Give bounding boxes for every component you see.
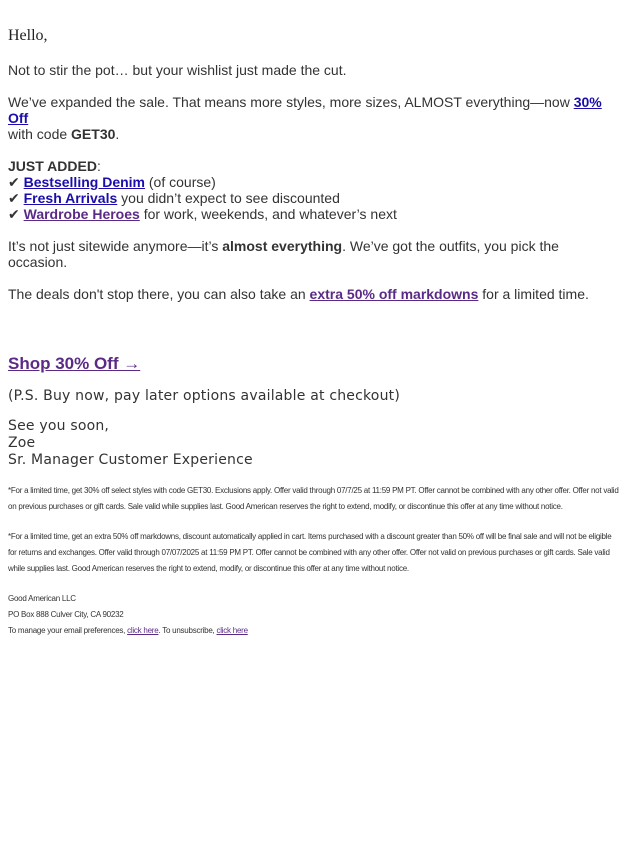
markdowns-paragraph	[8, 286, 620, 302]
bestselling-denim-link[interactable]: Bestselling Denim	[23, 174, 145, 190]
almost-everything-bold: almost everything	[222, 238, 343, 254]
manage-text: To manage your email preferences,	[8, 626, 128, 635]
markdowns-text-after: for a limited time.	[478, 286, 589, 302]
list-item	[8, 206, 620, 222]
almost-text-before: It’s not just sitewide anymore—it’s	[8, 238, 223, 254]
footer	[8, 591, 620, 639]
sale-30-off-link[interactable]: 30% Off	[8, 94, 602, 126]
almost-text-after: . We’ve got the outfits, you pick the occasion.	[8, 238, 559, 270]
promo-code: GET30	[71, 126, 116, 142]
check-icon: ✔	[8, 174, 20, 190]
check-icon: ✔	[8, 206, 20, 222]
footer-links	[8, 623, 620, 639]
shop-30-off-button[interactable]: Shop 30% Off →	[8, 354, 141, 373]
signoff-line: See you soon,	[8, 418, 110, 434]
list-item	[8, 190, 620, 206]
just-added-colon: :	[96, 158, 101, 174]
sale-code-text: with code	[8, 126, 72, 142]
disclaimer-30-off: *For a limited time, get 30% off select styles with code GET30. Exclusions apply. Offer valid through 07/7/25 at 11:59 PM PT. Offer cannot be combined with any other offer. Offer not valid on previous purchases or gift cards. Sale valid while supplies last. Good American reserves the right to extend, modify, or discontinue this offer at any time without notice.	[8, 486, 619, 511]
sale-paragraph	[8, 94, 620, 142]
list-item-text: for work, weekends, and whatever’s next	[139, 206, 397, 222]
unsubscribe-link[interactable]: click here	[216, 626, 248, 635]
wardrobe-heroes-link[interactable]: Wardrobe Heroes	[23, 206, 140, 222]
company-name: Good American LLC	[8, 594, 76, 603]
disclaimer-50-off: *For a limited time, get an extra 50% off markdowns, discount automatically applied in cart. Items purchased with a discount greater than 50% off will be final sale and will not be eligible for returns and exchanges. Offer valid through 07/07/2025 at 11:59 PM PT. Offer cannot be combined with any other offer. Offer not valid on previous purchases or gift cards. Sale valid while supplies last. Good American reserves the right to extend, modify, or discontinue this offer at any time without notice.	[8, 532, 612, 573]
manage-preferences-link[interactable]: click here	[127, 626, 159, 635]
unsubscribe-text: . To unsubscribe,	[158, 626, 217, 635]
sale-period: .	[115, 126, 120, 142]
just-added-section	[8, 158, 620, 222]
ps-note: (P.S. Buy now, pay later options available at checkout)	[8, 388, 400, 404]
markdowns-text-before: The deals don't stop there, you can also take an	[8, 286, 310, 302]
just-added-heading: JUST ADDED	[8, 158, 97, 174]
signer-title: Sr. Manager Customer Experience	[8, 452, 253, 468]
list-item	[8, 174, 620, 190]
signer-name: Zoe	[8, 435, 36, 451]
fresh-arrivals-link[interactable]: Fresh Arrivals	[23, 190, 118, 206]
almost-everything-paragraph	[8, 238, 620, 270]
sale-text: We’ve expanded the sale. That means more styles, more sizes, ALMOST everything—now	[8, 94, 574, 110]
intro-text: Not to stir the pot… but your wishlist just made the cut.	[8, 62, 347, 78]
list-item-text: you didn’t expect to see discounted	[117, 190, 340, 206]
markdowns-link[interactable]: extra 50% off markdowns	[309, 286, 479, 302]
signoff	[8, 418, 620, 469]
company-address: PO Box 888 Culver City, CA 90232	[8, 610, 124, 619]
list-item-text: (of course)	[145, 174, 216, 190]
greeting: Hello,	[8, 27, 48, 44]
check-icon: ✔	[8, 190, 20, 206]
